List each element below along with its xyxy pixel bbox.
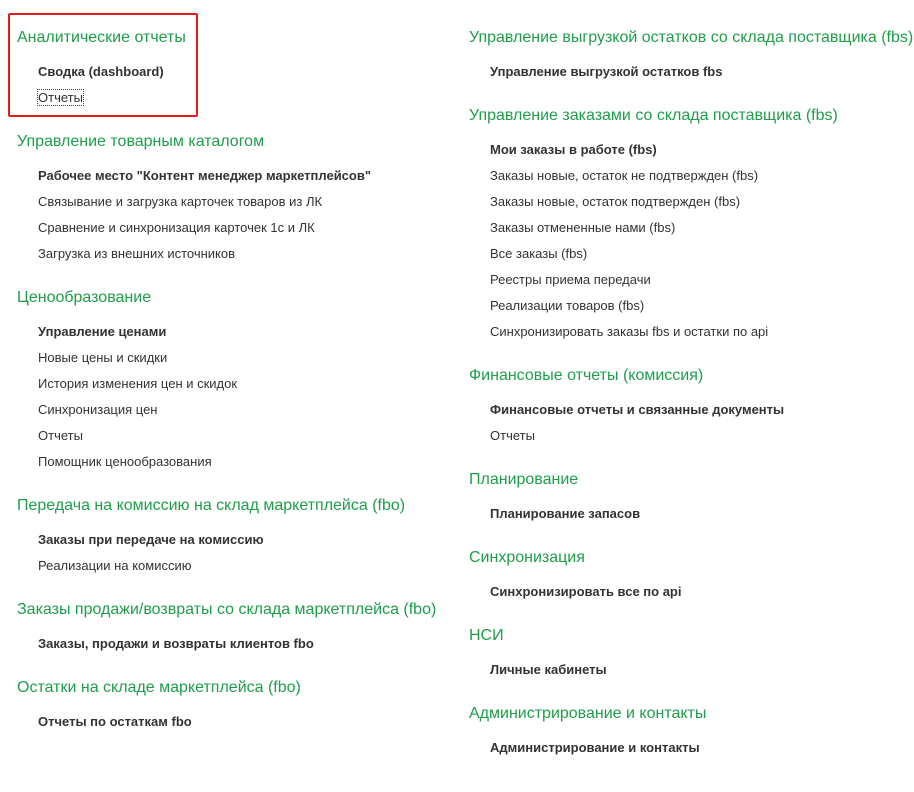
nav-link[interactable] [38, 189, 371, 215]
nav-link-label: Рабочее место "Контент менеджер маркетплейсов" [38, 168, 372, 183]
nav-link[interactable] [490, 501, 640, 527]
section-title: Аналитические отчеты [17, 29, 186, 46]
section-items [469, 397, 784, 449]
section-title: Управление товарным каталогом [17, 133, 265, 150]
section-items [469, 657, 607, 683]
nav-link[interactable] [490, 267, 838, 293]
left-column-section-1 [17, 132, 371, 267]
nav-link-label: Отчеты [38, 90, 83, 105]
nav-link-label: Мои заказы в работе (fbs) [490, 142, 657, 157]
section-items [469, 735, 706, 761]
right-column-section-1 [469, 106, 838, 345]
nav-link[interactable] [490, 215, 838, 241]
nav-link-label: Отчеты [38, 428, 83, 443]
nav-link-label: Управление выгрузкой остатков fbs [490, 64, 723, 79]
nav-link-label: Отчеты [490, 428, 535, 443]
nav-link-label: Связывание и загрузка карточек товаров из ЛК [38, 194, 323, 209]
section-items [469, 501, 640, 527]
nav-link[interactable] [38, 371, 237, 397]
nav-link[interactable] [490, 59, 913, 85]
nav-link[interactable] [38, 163, 371, 189]
nav-link-label: Администрирование и контакты [490, 740, 700, 755]
left-column-section-0 [17, 28, 186, 111]
nav-link[interactable] [38, 423, 237, 449]
section-title: Синхронизация [469, 549, 585, 566]
nav-link-label: Заказы отмененные нами (fbs) [490, 220, 676, 235]
nav-link-label: Синхронизация цен [38, 402, 158, 417]
nav-link-label: Синхронизировать все по api [490, 584, 682, 599]
nav-link[interactable] [38, 241, 371, 267]
nav-link[interactable] [490, 579, 681, 605]
nav-link-label: Финансовые отчеты и связанные документы [490, 402, 785, 417]
section-title: Ценообразование [17, 289, 152, 306]
nav-link-label: Сводка (dashboard) [38, 64, 164, 79]
nav-link[interactable] [38, 631, 436, 657]
nav-link[interactable] [490, 241, 838, 267]
nav-link-label: Сравнение и синхронизация карточек 1с и ЛК [38, 220, 315, 235]
nav-link[interactable] [490, 189, 838, 215]
left-column-section-2 [17, 288, 237, 475]
nav-link[interactable] [38, 215, 371, 241]
nav-link[interactable] [490, 735, 706, 761]
nav-link-label: Отчеты по остаткам fbo [38, 714, 192, 729]
nav-link[interactable] [38, 449, 237, 475]
section-title: Заказы продажи/возвраты со склада маркетплейса (fbo) [17, 601, 437, 618]
right-column-section-4 [469, 548, 681, 605]
nav-link-label: Заказы новые, остаток подтвержден (fbs) [490, 194, 741, 209]
nav-link-label: Новые цены и скидки [38, 350, 168, 365]
nav-link[interactable] [490, 319, 838, 345]
left-column-section-3 [17, 496, 405, 579]
nav-link[interactable] [490, 163, 838, 189]
nav-link-label: Заказы новые, остаток не подтвержден (fbs) [490, 168, 759, 183]
section-items [17, 59, 186, 111]
section-items [17, 163, 371, 267]
right-column-section-5 [469, 626, 607, 683]
nav-link[interactable] [490, 423, 784, 449]
section-items [469, 579, 681, 605]
nav-link[interactable] [38, 709, 301, 735]
nav-link[interactable] [490, 657, 607, 683]
nav-link[interactable] [490, 137, 838, 163]
nav-link-label: Загрузка из внешних источников [38, 246, 236, 261]
nav-link[interactable] [38, 553, 405, 579]
section-items [17, 631, 436, 657]
section-items [17, 527, 405, 579]
section-title: Администрирование и контакты [469, 705, 707, 722]
nav-link-label: Помощник ценообразования [38, 454, 212, 469]
right-column-section-2 [469, 366, 784, 449]
left-column-section-4 [17, 600, 436, 657]
nav-link-label: Синхронизировать заказы fbs и остатки по api [490, 324, 769, 339]
nav-link[interactable] [490, 397, 784, 423]
nav-link[interactable] [38, 527, 405, 553]
nav-link[interactable] [38, 59, 186, 85]
nav-link-label: Реализации на комиссию [38, 558, 192, 573]
nav-link-label: Управление ценами [38, 324, 167, 339]
section-title: Управление заказами со склада поставщика (fbs) [469, 107, 838, 124]
left-column-section-5 [17, 678, 301, 735]
right-column-section-6 [469, 704, 706, 761]
nav-link-label: История изменения цен и скидок [38, 376, 238, 391]
nav-link-label: Заказы при передаче на комиссию [38, 532, 264, 547]
nav-link-label: Личные кабинеты [490, 662, 607, 677]
section-title: Финансовые отчеты (комиссия) [469, 367, 704, 384]
nav-link-label: Все заказы (fbs) [490, 246, 588, 261]
nav-link-label: Заказы, продажи и возвраты клиентов fbo [38, 636, 314, 651]
section-items [469, 137, 838, 345]
section-title: Планирование [469, 471, 579, 488]
section-title: Передача на комиссию на склад маркетплейса (fbo) [17, 497, 406, 514]
right-column-section-0 [469, 28, 913, 85]
right-column-section-3 [469, 470, 640, 527]
section-items [17, 319, 237, 475]
section-items [469, 59, 913, 85]
section-title: Остатки на складе маркетплейса (fbo) [17, 679, 301, 696]
nav-link[interactable] [490, 293, 838, 319]
section-items [17, 709, 301, 735]
nav-link-label: Реализации товаров (fbs) [490, 298, 645, 313]
nav-link-label: Реестры приема передачи [490, 272, 651, 287]
nav-link[interactable] [38, 85, 186, 111]
nav-link[interactable] [38, 319, 237, 345]
nav-link[interactable] [38, 345, 237, 371]
nav-link[interactable] [38, 397, 237, 423]
section-title: Управление выгрузкой остатков со склада поставщика (fbs) [469, 29, 914, 46]
section-title: НСИ [469, 627, 504, 644]
nav-link-label: Планирование запасов [490, 506, 641, 521]
